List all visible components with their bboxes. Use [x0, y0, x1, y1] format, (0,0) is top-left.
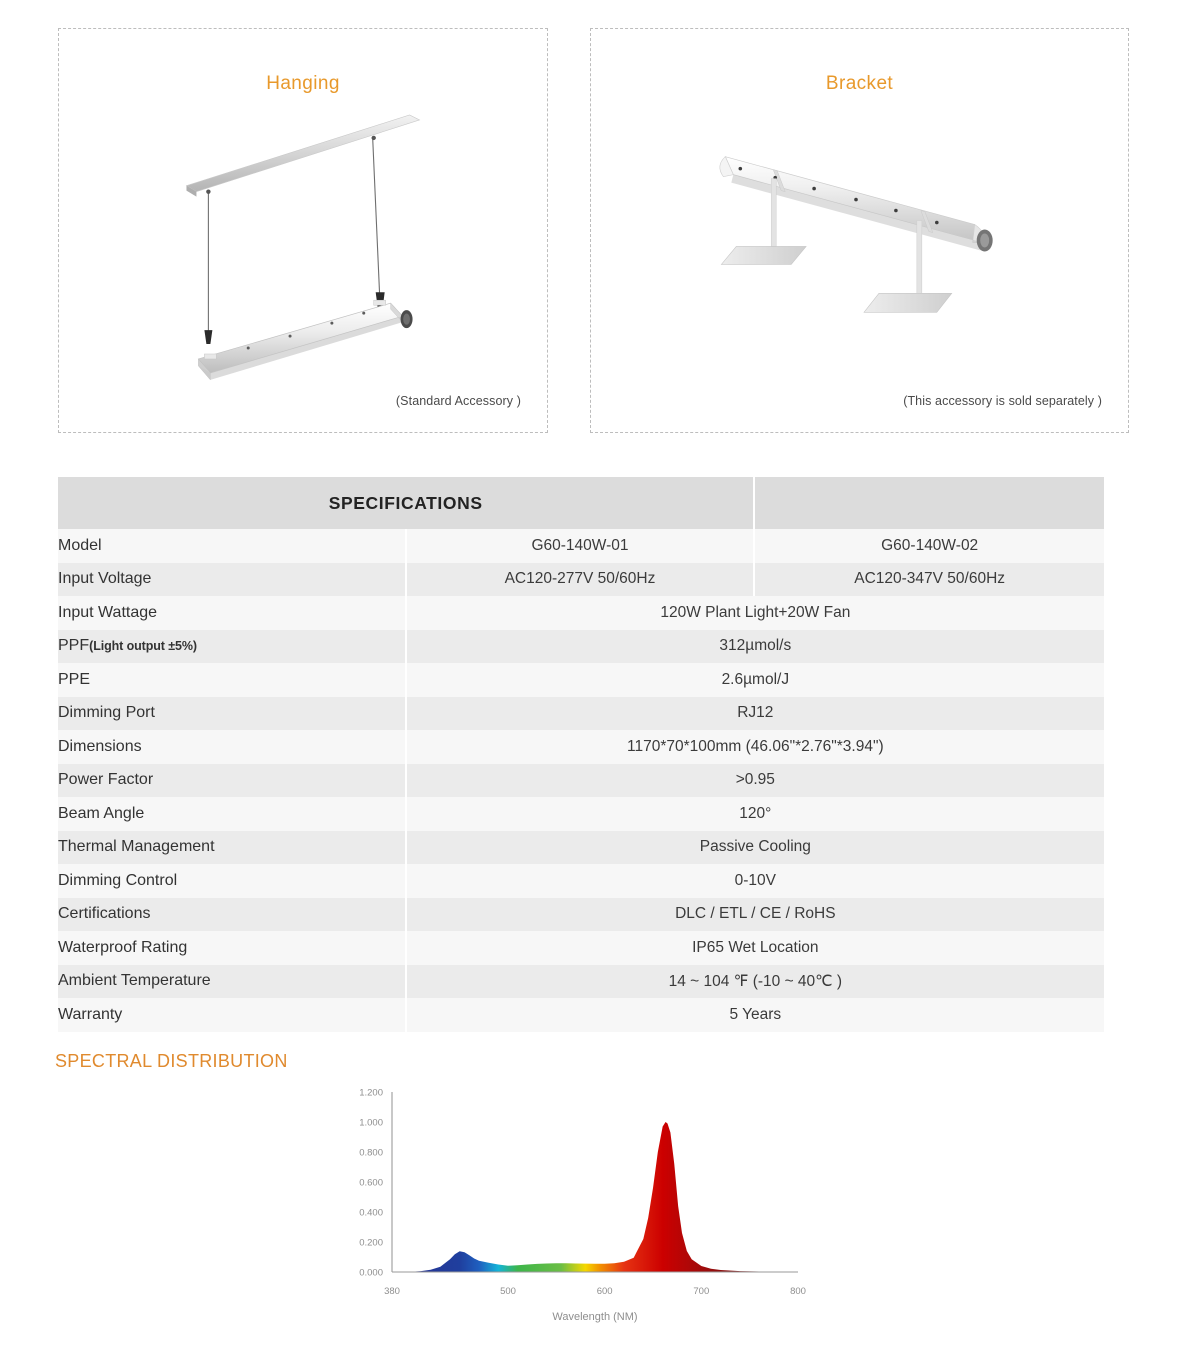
spec-header-blank [755, 477, 1104, 529]
table-row [58, 797, 1104, 831]
row-value-thermal-management: Passive Cooling [407, 831, 1104, 865]
row-label-ppf-sub: (Light output ±5%) [89, 639, 197, 654]
accessory-note-hanging: (Standard Accessory ) [395, 394, 521, 408]
accessory-title-hanging: Hanging [266, 73, 340, 94]
accessory-panel-bracket [590, 28, 1129, 433]
hanging-fixture-illustration [59, 29, 547, 432]
chart-x-tick-label: 800 [790, 1286, 806, 1297]
row-value-ppf: 312µmol/s [407, 630, 1104, 664]
chart-y-tick-label: 1.200 [359, 1087, 383, 1099]
specifications-table [58, 477, 1104, 1032]
row-label-ambient-temperature: Ambient Temperature [58, 965, 407, 999]
row-value-ppe: 2.6µmol/J [407, 663, 1104, 697]
row-label-ppe: PPE [58, 663, 407, 697]
table-row [58, 596, 1104, 630]
row-value-input-voltage-col1: AC120-277V 50/60Hz [407, 563, 756, 597]
row-value-power-factor: >0.95 [407, 764, 1104, 798]
spec-header-title: SPECIFICATIONS [58, 477, 755, 529]
chart-x-axis-ticks [384, 1286, 806, 1297]
table-row [58, 965, 1104, 999]
row-value-dimming-control: 0-10V [407, 864, 1104, 898]
table-row [58, 898, 1104, 932]
accessory-note-bracket: (This accessory is sold separately ) [903, 394, 1102, 408]
chart-x-tick-label: 380 [384, 1286, 400, 1297]
accessory-title-bracket: Bracket [825, 73, 894, 94]
row-value-warranty: 5 Years [407, 998, 1104, 1032]
row-value-beam-angle: 120° [407, 797, 1104, 831]
table-row [58, 831, 1104, 865]
accessory-panels [0, 28, 1187, 433]
chart-x-tick-label: 500 [500, 1286, 516, 1297]
row-value-dimensions: 1170*70*100mm (46.06"*2.76"*3.94") [407, 730, 1104, 764]
spectral-distribution-heading: SPECTRAL DISTRIBUTION [55, 1051, 288, 1071]
chart-y-tick-label: 0.400 [359, 1207, 383, 1219]
table-row [58, 931, 1104, 965]
table-row [58, 563, 1104, 597]
accessory-panel-hanging [58, 28, 548, 433]
chart-y-tick-label: 0.600 [359, 1177, 383, 1189]
row-value-dimming-port: RJ12 [407, 697, 1104, 731]
table-row [58, 630, 1104, 664]
row-value-input-wattage: 120W Plant Light+20W Fan [407, 596, 1104, 630]
row-label-dimming-port: Dimming Port [58, 697, 407, 731]
table-row [58, 697, 1104, 731]
row-value-input-voltage-col2: AC120-347V 50/60Hz [755, 563, 1104, 597]
row-value-ambient-temperature: 14 ~ 104 ℉ (-10 ~ 40℃ ) [407, 965, 1104, 999]
row-label-input-wattage: Input Wattage [58, 596, 407, 630]
table-row [58, 730, 1104, 764]
row-label-waterproof-rating: Waterproof Rating [58, 931, 407, 965]
spectral-distribution-chart [336, 1080, 816, 1330]
row-label-warranty: Warranty [58, 998, 407, 1032]
row-label-dimensions: Dimensions [58, 730, 407, 764]
spectral-chart-svg [336, 1080, 816, 1330]
row-value-certifications: DLC / ETL / CE / RoHS [407, 898, 1104, 932]
table-row [58, 663, 1104, 697]
row-label-input-voltage: Input Voltage [58, 563, 407, 597]
chart-y-tick-label: 0.000 [359, 1267, 383, 1279]
row-label-dimming-control: Dimming Control [58, 864, 407, 898]
row-label-thermal-management: Thermal Management [58, 831, 407, 865]
chart-area-path [392, 1122, 798, 1272]
row-label-ppf [58, 630, 407, 664]
table-row [58, 764, 1104, 798]
row-label-certifications: Certifications [58, 898, 407, 932]
table-row [58, 529, 1104, 563]
chart-x-tick-label: 600 [596, 1286, 613, 1297]
chart-x-tick-label: 700 [693, 1286, 710, 1297]
row-label-model: Model [58, 529, 407, 563]
row-label-ppf-main: PPF [58, 637, 90, 655]
bracket-fixture-illustration [591, 29, 1128, 432]
row-label-beam-angle: Beam Angle [58, 797, 407, 831]
table-row [58, 998, 1104, 1032]
table-header-row [58, 477, 1104, 529]
chart-y-tick-label: 1.000 [359, 1117, 383, 1129]
chart-y-axis-ticks [359, 1088, 383, 1279]
row-value-waterproof-rating: IP65 Wet Location [407, 931, 1104, 965]
chart-y-tick-label: 0.200 [359, 1237, 383, 1249]
row-value-model-col2: G60-140W-02 [755, 529, 1104, 563]
chart-x-axis-label: Wavelength (NM) [552, 1311, 638, 1323]
table-row [58, 864, 1104, 898]
row-label-power-factor: Power Factor [58, 764, 407, 798]
chart-y-tick-label: 0.800 [359, 1147, 383, 1159]
row-value-model-col1: G60-140W-01 [407, 529, 756, 563]
